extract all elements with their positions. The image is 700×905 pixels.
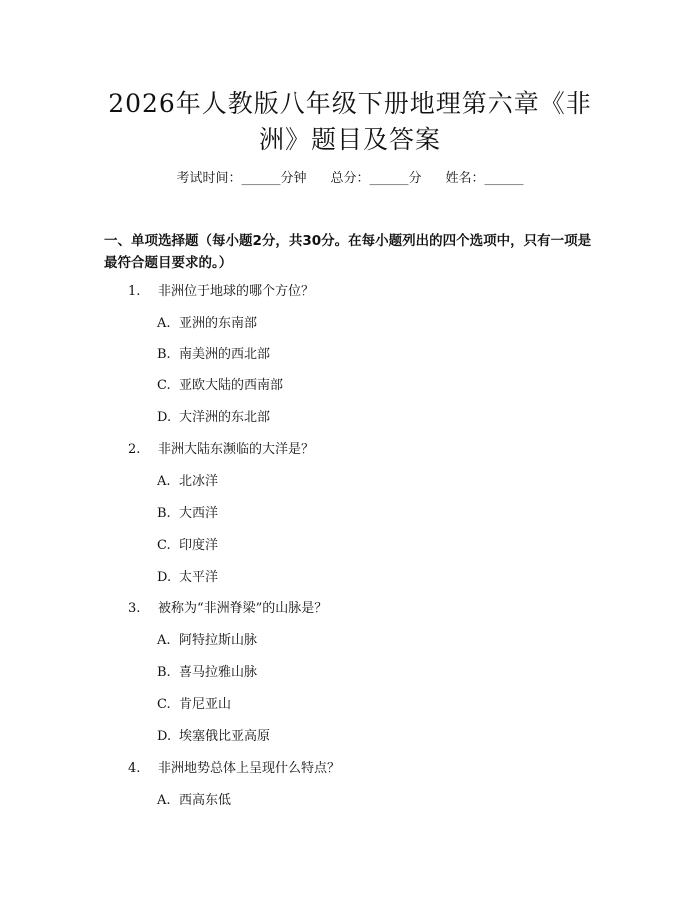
option-text: 阿特拉斯山脉 bbox=[179, 633, 258, 648]
option-text: 亚洲的东南部 bbox=[179, 316, 258, 331]
option-letter: D. bbox=[157, 570, 172, 585]
option-letter: D. bbox=[157, 729, 172, 744]
option-text: 喜马拉雅山脉 bbox=[179, 665, 258, 680]
option-text: 肯尼亚山 bbox=[179, 697, 232, 712]
option-1b bbox=[157, 345, 270, 365]
document-title bbox=[0, 86, 700, 158]
option-3c bbox=[157, 695, 231, 715]
question-text: 非洲大陆东濒临的大洋是？ bbox=[158, 442, 315, 457]
question-text: 非洲地势总体上呈现什么特点？ bbox=[158, 761, 341, 776]
option-text: 印度洋 bbox=[179, 538, 219, 553]
option-1a bbox=[157, 314, 257, 334]
option-letter: A. bbox=[157, 474, 171, 489]
question-number: 3. bbox=[128, 601, 141, 616]
option-text: 亚欧大陆的西南部 bbox=[179, 378, 284, 393]
option-letter: C. bbox=[157, 697, 171, 712]
option-2a bbox=[157, 472, 218, 492]
option-3b bbox=[157, 663, 257, 683]
option-2d bbox=[157, 568, 218, 588]
question-3 bbox=[128, 599, 327, 619]
question-number: 2. bbox=[128, 442, 141, 457]
option-text: 埃塞俄比亚高原 bbox=[179, 729, 271, 744]
option-letter: C. bbox=[157, 378, 171, 393]
option-letter: C. bbox=[157, 538, 171, 553]
option-text: 西高东低 bbox=[179, 793, 232, 808]
question-text: 非洲位于地球的哪个方位？ bbox=[158, 284, 315, 299]
option-letter: B. bbox=[157, 665, 171, 680]
title-line-2: 洲》题目及答案 bbox=[258, 125, 441, 154]
option-text: 南美洲的西北部 bbox=[179, 347, 271, 362]
question-text: 被称为“非洲脊梁”的山脉是？ bbox=[158, 601, 328, 616]
exam-info bbox=[0, 169, 700, 189]
question-4 bbox=[128, 759, 340, 779]
exam-score: 总分：______分 bbox=[330, 171, 422, 186]
option-letter: B. bbox=[157, 506, 171, 521]
option-text: 大洋洲的东北部 bbox=[179, 410, 271, 425]
option-1d bbox=[157, 408, 270, 428]
section-header: 一、单项选择题（每小题2分，共30分。在每小题列出的四个选项中，只有一项是最符合题目要求的。） bbox=[104, 233, 592, 271]
question-number: 1. bbox=[128, 284, 141, 299]
option-3a bbox=[157, 631, 257, 651]
option-letter: D. bbox=[157, 410, 172, 425]
option-text: 北冰洋 bbox=[179, 474, 219, 489]
option-3d bbox=[157, 727, 270, 747]
question-1 bbox=[128, 282, 314, 302]
option-letter: A. bbox=[157, 316, 171, 331]
option-text: 大西洋 bbox=[179, 506, 219, 521]
student-name: 姓名：______ bbox=[445, 171, 524, 186]
option-text: 太平洋 bbox=[179, 570, 219, 585]
option-letter: A. bbox=[157, 793, 171, 808]
question-2 bbox=[128, 440, 314, 460]
question-number: 4. bbox=[128, 761, 141, 776]
option-letter: A. bbox=[157, 633, 171, 648]
option-letter: B. bbox=[157, 347, 171, 362]
option-4a bbox=[157, 791, 231, 811]
option-2b bbox=[157, 504, 218, 524]
exam-time: 考试时间：______分钟 bbox=[176, 171, 307, 186]
title-line-1: 2026年人教版八年级下册地理第六章《非 bbox=[108, 89, 592, 118]
option-1c bbox=[157, 376, 283, 396]
option-2c bbox=[157, 536, 218, 556]
